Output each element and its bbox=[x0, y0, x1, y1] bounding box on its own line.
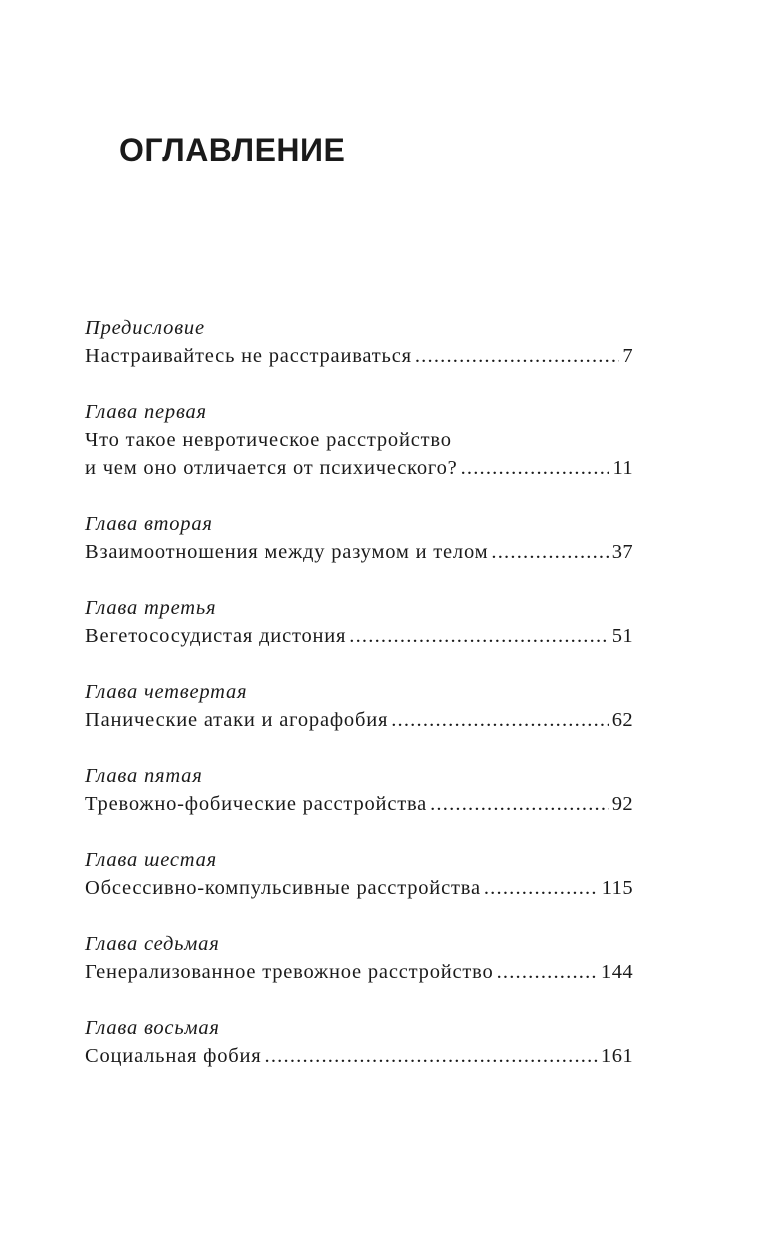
chapter-title: Тревожно-фобические расстройства bbox=[85, 793, 428, 815]
chapter-label: Глава первая bbox=[85, 401, 207, 423]
dot-leader bbox=[430, 790, 609, 818]
chapter-label: Глава четвертая bbox=[85, 681, 248, 703]
page-number: 62 bbox=[611, 709, 633, 731]
toc-entry bbox=[85, 846, 633, 902]
chapter-title: Генерализованное тревожное расстройство bbox=[85, 961, 494, 983]
dot-leader bbox=[265, 1042, 599, 1070]
toc-entry bbox=[85, 762, 633, 818]
chapter-title: Социальная фобия bbox=[85, 1045, 262, 1067]
page-number: 161 bbox=[601, 1045, 633, 1067]
chapter-title-row bbox=[85, 874, 633, 902]
dot-leader bbox=[497, 958, 598, 986]
page-number: 11 bbox=[612, 457, 633, 479]
page-number: 92 bbox=[611, 793, 633, 815]
chapter-label: Глава шестая bbox=[85, 849, 217, 871]
chapter-title-row bbox=[85, 1042, 633, 1070]
chapter-title: Взаимоотношения между разумом и телом bbox=[85, 541, 489, 563]
dot-leader bbox=[461, 454, 610, 482]
chapter-title-row bbox=[85, 790, 633, 818]
page-number: 144 bbox=[601, 961, 633, 983]
chapter-title-row bbox=[85, 454, 633, 482]
page-title: ОГЛАВЛЕНИЕ bbox=[119, 132, 346, 168]
chapter-title-row bbox=[85, 538, 633, 566]
chapter-title-row bbox=[85, 342, 633, 370]
page-number: 37 bbox=[611, 541, 633, 563]
toc-entry bbox=[85, 678, 633, 734]
chapter-label: Глава пятая bbox=[85, 765, 203, 787]
chapter-title-line: Что такое невротическое расстройство bbox=[85, 429, 452, 451]
toc-entry bbox=[85, 930, 633, 986]
page-number: 115 bbox=[601, 877, 633, 899]
chapter-title: Вегетососудистая дистония bbox=[85, 625, 347, 647]
chapter-title: и чем оно отличается от психического? bbox=[85, 457, 458, 479]
toc-entry bbox=[85, 510, 633, 566]
page-number: 7 bbox=[622, 345, 633, 367]
chapter-title-row bbox=[85, 622, 633, 650]
dot-leader bbox=[415, 342, 620, 370]
toc-entry bbox=[85, 314, 633, 370]
chapter-label: Глава седьмая bbox=[85, 933, 220, 955]
chapter-title: Панические атаки и агорафобия bbox=[85, 709, 389, 731]
toc-entry bbox=[85, 1014, 633, 1070]
chapter-label: Глава третья bbox=[85, 597, 217, 619]
chapter-title-row bbox=[85, 958, 633, 986]
toc-entry bbox=[85, 398, 633, 482]
dot-leader bbox=[484, 874, 599, 902]
dot-leader bbox=[349, 622, 608, 650]
chapter-label: Предисловие bbox=[85, 317, 205, 339]
page-number: 51 bbox=[611, 625, 633, 647]
table-of-contents bbox=[85, 314, 633, 1098]
chapter-title: Обсессивно-компульсивные расстройства bbox=[85, 877, 481, 899]
chapter-title-row bbox=[85, 706, 633, 734]
toc-entry bbox=[85, 594, 633, 650]
dot-leader bbox=[491, 538, 608, 566]
chapter-label: Глава восьмая bbox=[85, 1017, 220, 1039]
chapter-title: Настраивайтесь не расстраиваться bbox=[85, 345, 412, 367]
dot-leader bbox=[391, 706, 608, 734]
chapter-label: Глава вторая bbox=[85, 513, 213, 535]
